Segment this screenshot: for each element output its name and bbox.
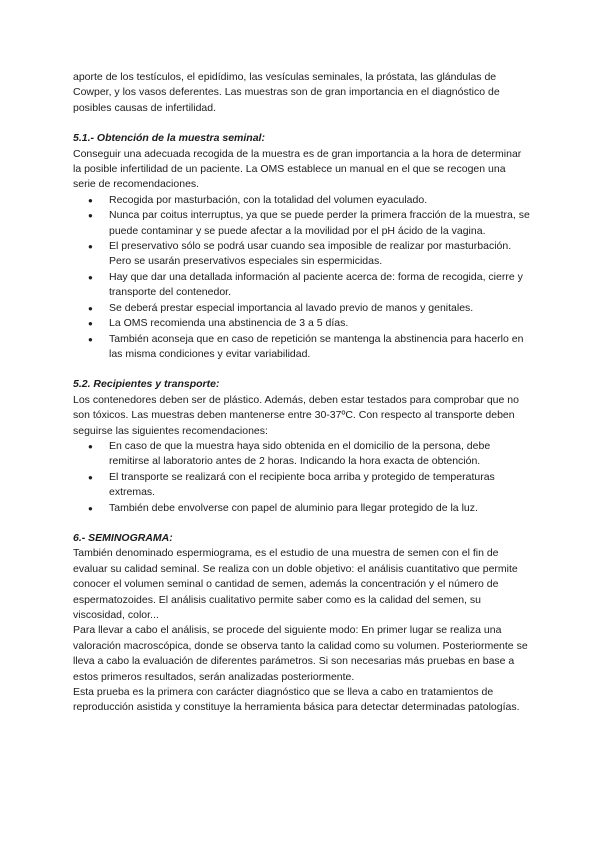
section-5-1-heading: 5.1.- Obtención de la muestra seminal: [73, 132, 265, 145]
section-6-paragraph: Esta prueba es la primera con carácter diagnóstico que se lleva a cabo en tratamientos de reproducción asistida y constituye la herramienta básica para detectar determinadas patologías. [73, 686, 520, 714]
intro-paragraph: aporte de los testículos, el epidídimo, las vesículas seminales, la próstata, las glándulas de Cowper, y los vasos deferentes. Las muestras son de gran importancia en el diagnóstico de posibles causas de infertilidad. [73, 71, 500, 114]
list-item: ● Hay que dar una detallada información al paciente acerca de: forma de recogida, cierre y transporte del contenedor. [73, 270, 531, 301]
document-page [73, 70, 531, 716]
list-item: ● También aconseja que en caso de repetición se mantenga la abstinencia para hacerlo en las misma condiciones y evitar variabilidad. [73, 332, 531, 363]
list-item: ● El preservativo sólo se podrá usar cuando sea imposible de realizar por masturbación. Pero se usarán preservativos especiales sin espermicidas. [73, 239, 531, 270]
section-6-paragraph: También denominado espermiograma, es el estudio de una muestra de semen con el fin de evaluar su calidad seminal. Se realiza con un doble objetivo: el análisis cuantitativo que permite conocer el volumen seminal o cantidad de semen, además la concentración y el número de espermatozoides. El análisis cualitativo permite saber como es la calidad del semen, su viscosidad, color... [73, 547, 518, 621]
list-item: ● La OMS recomienda una abstinencia de 3 a 5 días. [73, 316, 531, 331]
list-item: ● En caso de que la muestra haya sido obtenida en el domicilio de la persona, debe remitirse al laboratorio antes de 2 horas. Indicando la hora exacta de obtención. [73, 439, 531, 470]
list-item: ● Recogida por masturbación, con la totalidad del volumen eyaculado. [73, 193, 531, 208]
section-5-1-bullet-list [73, 193, 531, 362]
section-5-2-paragraph: Los contenedores deben ser de plástico. Además, deben estar testados para comprobar que no son tóxicos. Las muestras deben mantenerse entre 30-37ºC. Con respecto al transporte deben seguirse las siguientes recomendaciones: [73, 393, 519, 437]
list-item: ● El transporte se realizará con el recipiente boca arriba y protegido de temperaturas extremas. [73, 470, 531, 501]
section-5-1-paragraph: Conseguir una adecuada recogida de la muestra es de gran importancia a la hora de determinar la posible infertilidad de un paciente. La OMS establece un manual en el que se recogen una serie de recomendaciones. [73, 147, 522, 191]
section-6-heading: 6.- SEMINOGRAMA: [73, 531, 173, 544]
section-5-2-heading: 5.2. Recipientes y transporte: [73, 378, 220, 391]
list-item: ● También debe envolverse con papel de aluminio para llegar protegido de la luz. [73, 501, 531, 516]
section-5-2-bullet-list [73, 439, 531, 516]
list-item: ● Se deberá prestar especial importancia al lavado previo de manos y genitales. [73, 301, 531, 316]
list-item: ● Nunca par coitus interruptus, ya que se puede perder la primera fracción de la muestra, se puede contaminar y se puede afectar a la movilidad por el pH ácido de la vagina. [73, 208, 531, 239]
section-6-paragraph: Para llevar a cabo el análisis, se procede del siguiente modo: En primer lugar se realiza una valoración macroscópica, donde se observa tanto la calidad como su volumen. Posteriormente se lleva a cabo la evaluación de diferentes parámetros. Si son necesarias más pruebas en base a estos primeros resultados, serán analizadas posteriormente. [73, 624, 528, 683]
